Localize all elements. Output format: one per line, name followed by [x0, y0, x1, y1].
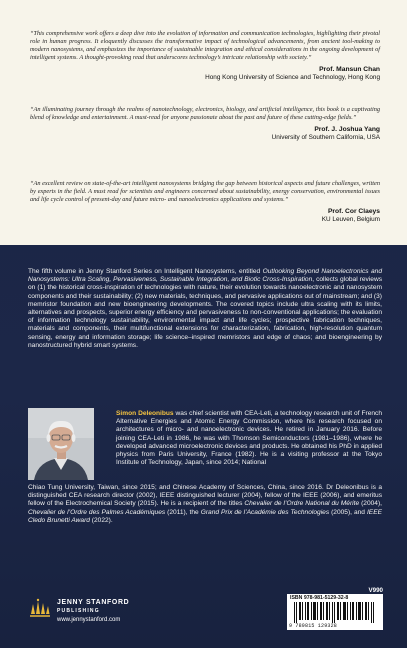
review-1 — [30, 30, 380, 82]
author-bio-text: (2004), — [359, 500, 382, 508]
award-title: Chevalier de l’Ordre des Palmes Académiques — [28, 508, 166, 516]
award-title: Chevalier de l’Ordre National du Mérite — [244, 500, 360, 508]
reviewer-affiliation: KU Leuven, Belgium — [321, 216, 380, 224]
series-volume-title: Outlooking Beyond Nanoelectronics and Nanosystems: Ultra Scaling, Pervasiveness, Sustainable Integration, and Biotic Cross-Inspiration — [28, 268, 382, 284]
author-photo — [28, 408, 94, 480]
reviewer-name: Prof. Mansun Chan — [319, 66, 380, 74]
author-bio-lead — [116, 410, 382, 467]
price-code: V990 — [368, 587, 383, 594]
isbn-barcode — [287, 594, 383, 630]
author-bio-text: was chief scientist with CEA-Leti, a technology research unit of French Alternative Energies and Atomic Energy Commission, where his research focused on architectures of micro- and nanoelectronic devices. He retired in January 2016. Before joining CEA-Leti in 1986, he was with Thomson Semiconductors (1981–1986), where he developed advanced microelectronic devices and products. He obtained his PhD in applied physics from Paris University, France (1982). He is a visiting professor at the Tokyo Institute of Technology, Japan, since 2014; National — [116, 410, 382, 467]
reviewer-name: Prof. J. Joshua Yang — [314, 126, 380, 134]
barcode-bars — [294, 602, 376, 623]
author-bio-text: (2005), and — [329, 508, 367, 516]
publisher-logo-icon — [28, 598, 52, 620]
review-3 — [30, 180, 380, 224]
reviewer-name: Prof. Cor Claeys — [327, 208, 380, 216]
award-title: Grand Prix de l’Académie des Technologies — [200, 508, 330, 516]
description-intro: The fifth volume in Jenny Stanford Series on Intelligent Nanosystems, entitled — [28, 268, 263, 275]
review-2 — [30, 106, 380, 142]
book-description — [28, 268, 382, 350]
publisher-subname: PUBLISHING — [57, 608, 100, 614]
reviews-panel — [0, 0, 407, 245]
award-title: IEEE Cledo Brunetti Award — [28, 508, 382, 524]
author-bio-text: (2011), the — [165, 508, 201, 516]
barcode-digits: 9 789815 129328 — [289, 623, 338, 629]
author-name: Simon Deleonibus — [116, 410, 174, 417]
isbn-number: ISBN 978-981-5129-32-8 — [290, 595, 349, 601]
reviewer-affiliation: University of Southern California, USA — [271, 134, 380, 142]
publisher-url: www.jennystanford.com — [57, 617, 121, 623]
review-quote: “This comprehensive work offers a deep dive into the evolution of information and communication technologies, highlighting their pivotal role in human progress. It eloquently discusses the transformative impact of technological advancements, from ancient tool-making to modern nanosystems, and emphasizes the importance of sustainable integration and ethical considerations in the ongoing development of intelligent systems. A thought-provoking read that underscores technology’s intricate relationship with society.” — [30, 30, 380, 62]
review-quote: “An illuminating journey through the realms of nanotechnology, electronics, biology, and artificial intelligence, this book is a captivating blend of knowledge and entertainment. A must-read for anyone passionate about the past and future of these cutting-edge fields.” — [30, 106, 380, 122]
description-body: , collects global reviews on (1) the historical cross-inspiration of technologies with nature, their evolution towards nanoelectronic and nanosystem components and their sustainability; (2) new materials, techniques, and pervasive applications out of mainstream; and (3) memristor foundation and new bioengineering developments. The covered topics include ultra scaling with its limits, alternatives and prospects, superior energy efficiency and pervasiveness to non-conventional applications; the evaluation of information technology sustainability, environmental impact and life cycles; prospective fabrication techniques, materials and components, their multifunctional extensions for characterization, fabrication, high-resolution quantum sensing, energy and information storage; life science–inspired memristors and edge of chaos; and bioengineering by nanostructured hybrid smart systems. — [28, 276, 383, 349]
author-bio-continued — [28, 484, 382, 525]
author-bio-text: Chiao Tung University, Taiwan, since 2015; and Chinese Academy of Sciences, China, since 2016. Dr Deleonibus is a distinguished CEA research director (2002), IEEE distinguished lecturer (2004), fellow of the IEEE (2006), and emeritus fellow of the Electrochemical Society (2015). He is a recipient of the titles — [28, 484, 382, 508]
reviewer-affiliation: Hong Kong University of Science and Technology, Hong Kong — [205, 74, 380, 82]
author-bio-text: (2022). — [89, 516, 113, 524]
publisher-name: JENNY STANFORD — [57, 599, 130, 606]
review-quote: “An excellent review on state-of-the-art intelligent nanosystems bridging the gap between historical aspects and future challenges, written by experts in the field. A must read for scientists and engineers concerned about sustainability, energy conservation, environmental issues and life cycle control of present-day and future micro- and nanoelectronics applications and systems.” — [30, 180, 380, 204]
